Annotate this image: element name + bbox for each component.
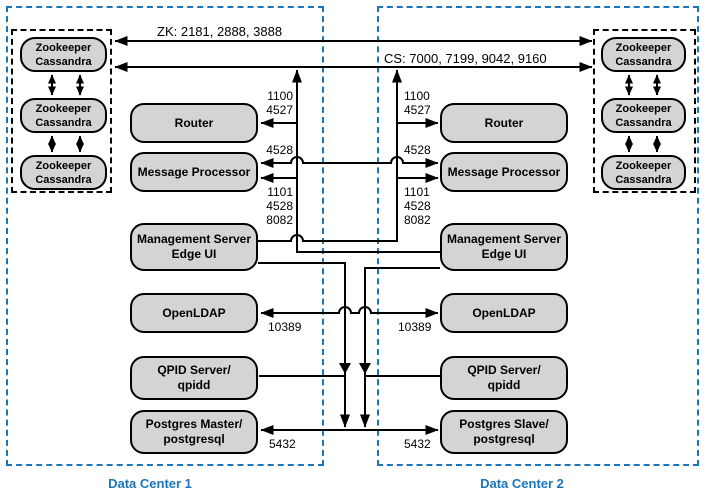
- node-label-line1: Postgres Slave/: [459, 417, 549, 431]
- zk-node-line1: Zookeeper: [615, 102, 672, 115]
- zk-node-line1: Zookeeper: [615, 41, 672, 54]
- mp-shared-port-label-dc1: [233, 143, 293, 157]
- dc2-openldap-node: [440, 293, 568, 333]
- dc1-zk-node-2: [20, 98, 107, 133]
- port: 1101: [404, 185, 430, 199]
- node-label-line1: Management Server: [446, 232, 562, 246]
- node-label-line2: postgresql: [473, 432, 535, 446]
- dc1-zk-node-3: [20, 155, 107, 190]
- node-label-line1: Management Server: [136, 232, 252, 246]
- zk-node-line2: Cassandra: [615, 173, 672, 186]
- zk-node-line2: Cassandra: [35, 116, 92, 129]
- dc1-postgres-node: [130, 410, 258, 454]
- dc2-zk-node-3: [601, 155, 686, 190]
- zk-node-line2: Cassandra: [615, 116, 672, 129]
- port: 1100: [404, 89, 430, 103]
- node-label: Message Processor: [137, 164, 251, 179]
- zk-link-label: ZK: 2181, 2888, 3888: [157, 24, 283, 39]
- node-label: Router: [174, 115, 214, 130]
- openldap-port-label-dc1: 10389: [268, 320, 302, 334]
- node-label-line2: qpidd: [487, 378, 521, 392]
- wire-ms1-down: [258, 263, 345, 427]
- node-label-line2: Edge UI: [171, 247, 217, 261]
- dc2-label: Data Center 2: [480, 476, 564, 491]
- mp-ports-label-dc2: [404, 185, 464, 227]
- port: 4528: [266, 143, 293, 157]
- qpid-junction-arrow-dc1: [339, 363, 351, 374]
- port: 1100: [267, 89, 293, 103]
- node-label-line1: QPID Server/: [467, 363, 541, 377]
- dc1-qpid-node: [130, 356, 258, 400]
- dc2-qpid-node: [440, 356, 568, 400]
- node-label: Message Processor: [447, 164, 561, 179]
- port: 4528: [266, 199, 293, 213]
- qpid-junction-arrow-dc2: [359, 363, 371, 374]
- port: 4527: [404, 103, 431, 117]
- node-label: OpenLDAP: [472, 305, 536, 320]
- mp-ports-label-dc1: [233, 185, 293, 227]
- port: 1101: [267, 185, 293, 199]
- dc1-management-server-node: [130, 223, 258, 271]
- zk-node-line2: Cassandra: [615, 55, 672, 68]
- node-label-line1: Postgres Master/: [145, 417, 243, 431]
- zk-node-line1: Zookeeper: [35, 41, 92, 54]
- port: 4527: [266, 103, 293, 117]
- openldap-port-label-dc2: 10389: [398, 320, 432, 334]
- node-label-line1: QPID Server/: [157, 363, 231, 377]
- wire-openldap-link: [261, 307, 438, 313]
- dc2-zk-node-1: [601, 37, 686, 72]
- zk-node-line1: Zookeeper: [35, 159, 92, 172]
- wire-ms2-down: [365, 268, 440, 427]
- port: 8082: [404, 213, 431, 227]
- port: 4528: [404, 143, 431, 157]
- port: 4528: [404, 199, 431, 213]
- dc2-zk-node-2: [601, 98, 686, 133]
- wire-mp-cross-link: [261, 157, 438, 163]
- node-label: Router: [484, 115, 524, 130]
- dc1-label: Data Center 1: [108, 476, 192, 491]
- node-label-line2: Edge UI: [481, 247, 527, 261]
- dc2-management-server-node: [440, 223, 568, 271]
- dc1-openldap-node: [130, 293, 258, 333]
- dc2-postgres-node: [440, 410, 568, 454]
- router-ports-label-dc2: [404, 89, 464, 117]
- cs-link-label: CS: 7000, 7199, 9042, 9160: [384, 51, 547, 66]
- node-label-line2: postgresql: [163, 432, 225, 446]
- node-label: OpenLDAP: [162, 305, 226, 320]
- router-ports-label-dc1: [233, 89, 293, 117]
- mp-shared-port-label-dc2: [404, 143, 464, 157]
- zk-node-line1: Zookeeper: [615, 159, 672, 172]
- node-label-line2: qpidd: [177, 378, 211, 392]
- zk-node-line2: Cassandra: [35, 173, 92, 186]
- dc1-zk-node-1: [20, 37, 107, 72]
- zk-node-line2: Cassandra: [35, 55, 92, 68]
- postgres-port-label-dc1: 5432: [269, 437, 296, 451]
- postgres-port-label-dc2: 5432: [404, 437, 431, 451]
- port: 8082: [266, 213, 293, 227]
- zk-node-line1: Zookeeper: [35, 102, 92, 115]
